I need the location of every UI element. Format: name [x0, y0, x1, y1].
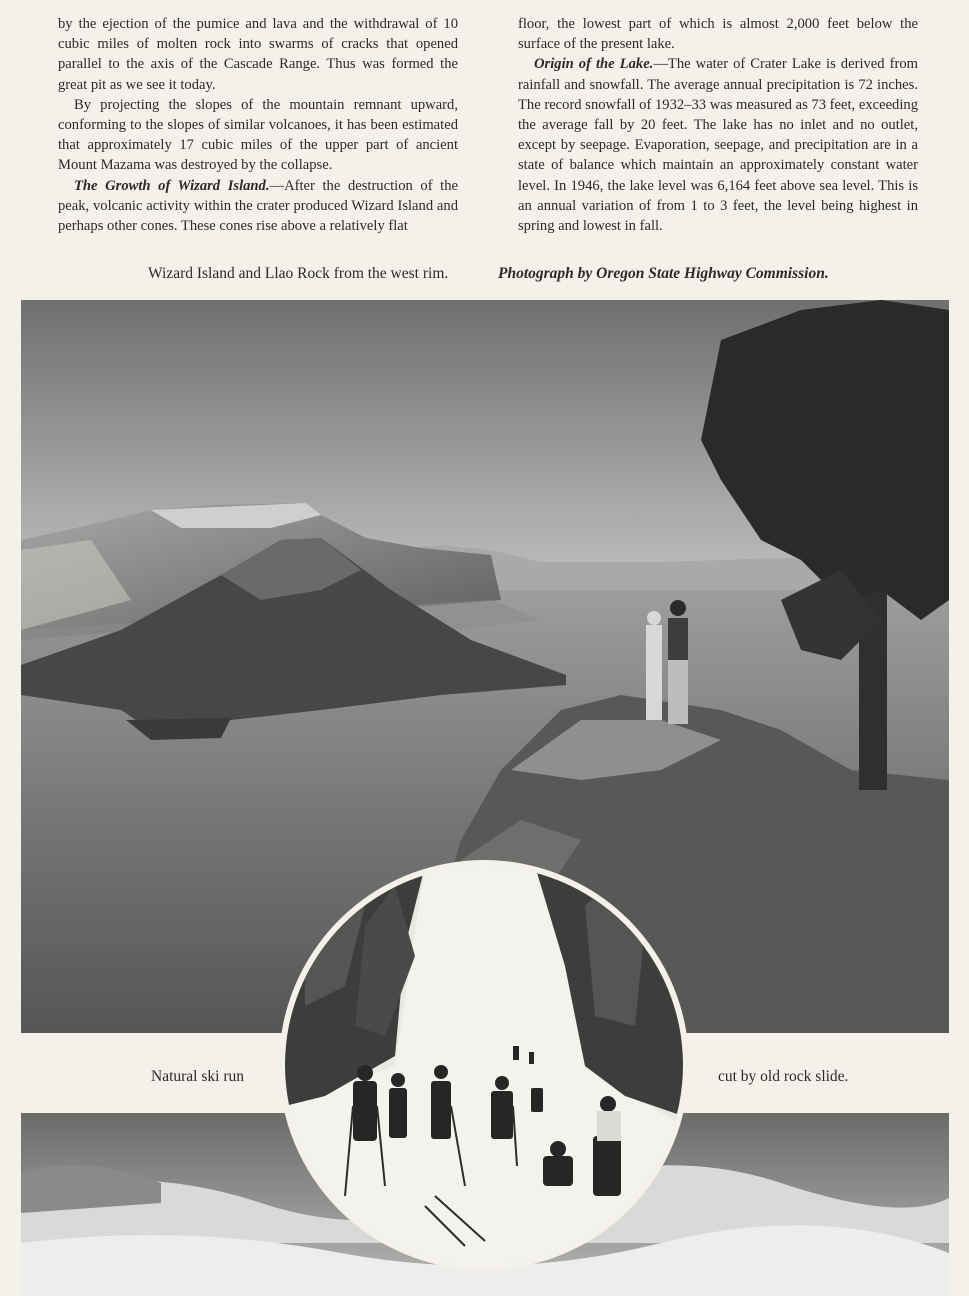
- caption-cut-by-rock-slide: cut by old rock slide.: [718, 1068, 849, 1085]
- paragraph-origin-of-lake-body: —The water of Crater Lake is derived from rainfall and snowfall. The average annual precipitation is 72 inches. The record snowfall of 1932–33 was measured as 73 feet, exceeding the average fall by 20 feet. The lake has no inlet and no outlet, except by seepage. Evaporation, seepage, and precipitation are in a state of balance which maintain an approximately constant water level. In 1946, the lake level was 6,164 feet above sea level. This is an annual variation of from 1 to 3 feet, the level being highest in spring and lowest in fall.: [518, 56, 918, 235]
- caption-photo-credit: Photograph by Oregon State Highway Commission.: [498, 265, 829, 282]
- heading-origin-of-the-lake: Origin of the Lake.: [534, 56, 654, 73]
- paragraph-lake-floor: floor, the lowest part of which is almost 2,000 feet below the surface of the present lake.: [518, 16, 918, 53]
- paragraph-volume-estimate: By projecting the slopes of the mountain remnant upward, conforming to the slopes of similar volcanoes, it has been estimated that approximately 17 cubic miles of the upper part of ancient Mount Mazama was destroyed by the collapse.: [58, 96, 458, 174]
- caption-natural-ski-run: Natural ski run: [151, 1068, 244, 1085]
- paragraph-wizard-island-body: —After the destruction of the peak, volcanic activity within the crater produced Wizard Island and perhaps other cones. These cones rise above a relatively flat: [58, 177, 458, 235]
- paragraph-pumice-ejection: by the ejection of the pumice and lava and the withdrawal of 10 cubic miles of molten rock into swarms of cracks that opened parallel to the axis of the Cascade Range. Thus was formed the great pit as we see it today.: [58, 16, 458, 93]
- caption-wizard-island: Wizard Island and Llao Rock from the west rim.: [148, 265, 449, 282]
- paragraph-wizard-island: [58, 176, 458, 237]
- photo-natural-ski-run: [285, 866, 683, 1264]
- heading-growth-of-wizard-island: The Growth of Wizard Island.: [74, 177, 270, 194]
- left-text-column: [58, 14, 458, 236]
- right-text-column: [518, 14, 918, 236]
- paragraph-origin-of-lake: [518, 54, 918, 236]
